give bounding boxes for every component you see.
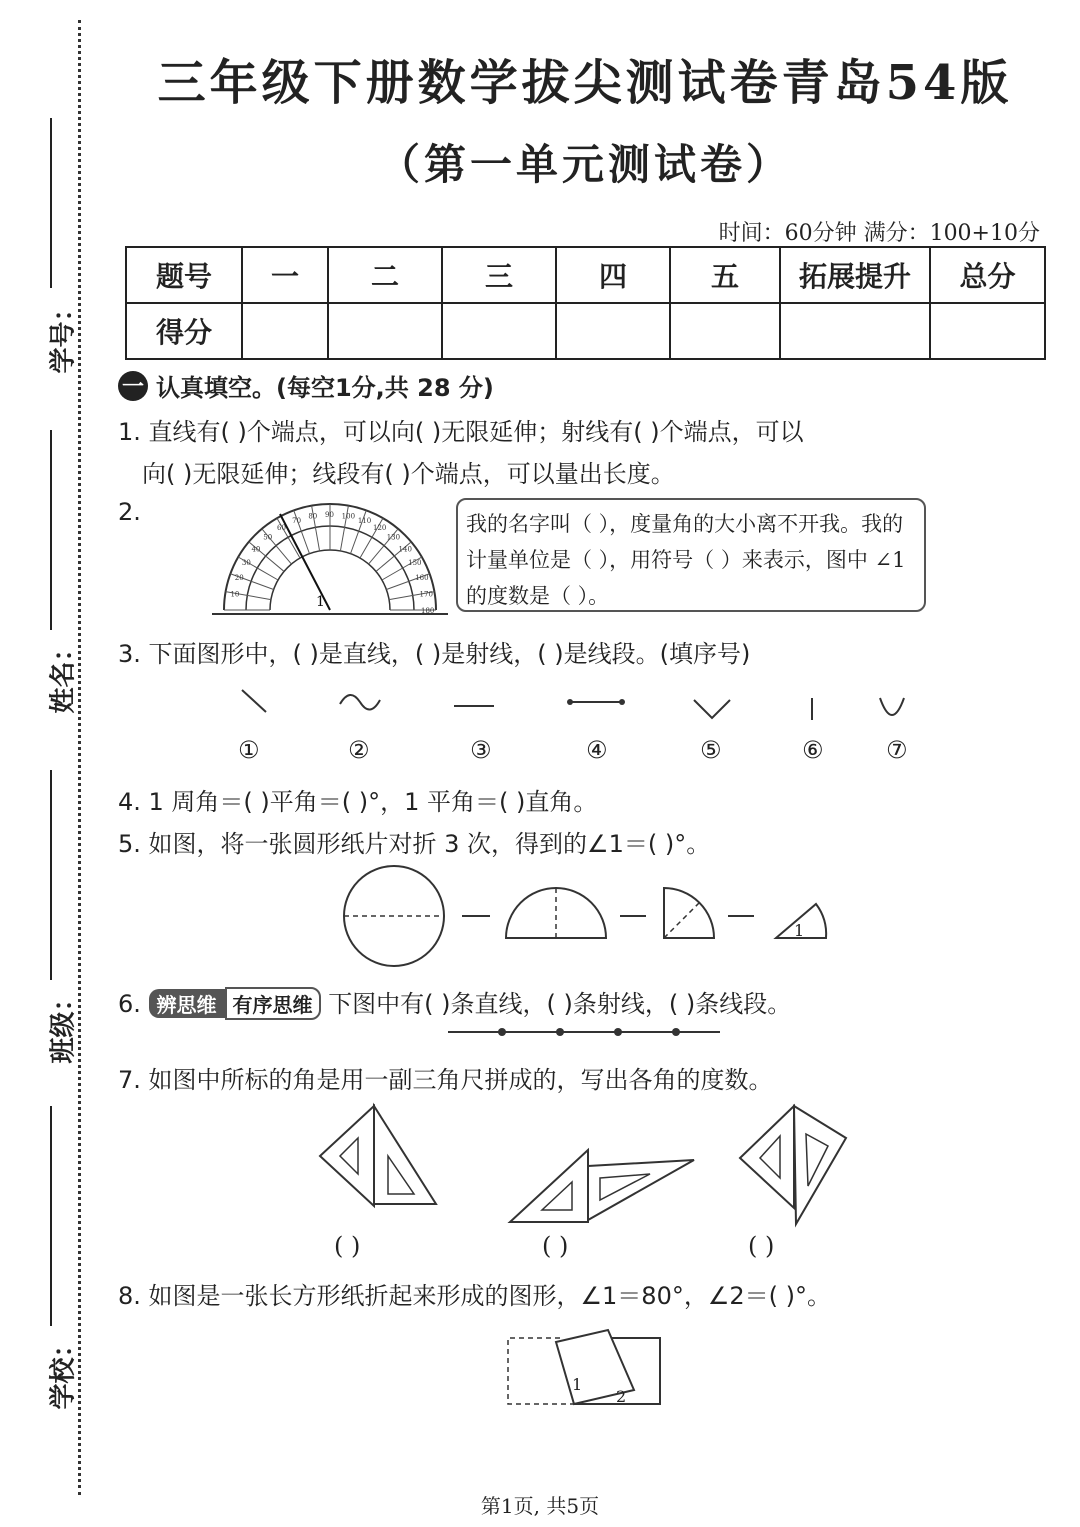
name-label: 姓名： bbox=[48, 635, 79, 714]
protractor-scale-label: 140 bbox=[398, 545, 412, 554]
score-input-cell[interactable] bbox=[556, 303, 670, 359]
score-header-cell: 二 bbox=[328, 247, 442, 303]
score-table-header-row bbox=[126, 247, 1045, 303]
set-square-30-60 bbox=[588, 1160, 694, 1220]
triangle-rulers-figure bbox=[310, 1098, 870, 1232]
protractor-scale-label: 160 bbox=[415, 574, 429, 583]
point bbox=[672, 1028, 680, 1036]
protractor-scale-label: 100 bbox=[341, 512, 356, 521]
question-6-text: 下图中有( )条直线，( )条射线，( )条线段。 bbox=[328, 990, 792, 1018]
section-number-badge: 一 bbox=[118, 371, 148, 401]
set-square-inner bbox=[806, 1134, 828, 1186]
question-6-number: 6. bbox=[118, 990, 141, 1018]
protractor-scale-label: 20 bbox=[234, 574, 244, 583]
protractor-scale-label: 110 bbox=[357, 516, 372, 525]
protractor-inner-arc bbox=[270, 550, 390, 610]
protractor-scale-label: 170 bbox=[419, 590, 433, 599]
folded-paper-figure bbox=[500, 1318, 670, 1410]
score-input-cell[interactable] bbox=[242, 303, 328, 359]
class-line bbox=[50, 770, 52, 980]
score-table bbox=[125, 246, 1046, 360]
figure-1-segment bbox=[242, 690, 266, 712]
protractor-scale-label: 120 bbox=[373, 523, 387, 532]
score-table-score-row bbox=[126, 303, 1045, 359]
set-square-45 bbox=[320, 1106, 374, 1206]
binding-dotted-line bbox=[78, 20, 81, 1495]
half-circle bbox=[506, 888, 606, 938]
protractor-scale-label: 130 bbox=[386, 533, 401, 542]
question-7: 7. 如图中所标的角是用一副三角尺拼成的，写出各角的度数。 bbox=[118, 1066, 773, 1094]
page-footer: 第1页, 共5页 bbox=[480, 1494, 600, 1518]
school-line bbox=[50, 1106, 52, 1326]
protractor-scale-label: 10 bbox=[230, 590, 240, 599]
figure-7-curve bbox=[880, 698, 904, 715]
figure-label-1: ① bbox=[238, 736, 260, 764]
protractor-figure bbox=[210, 494, 450, 620]
figure-label-7: ⑦ bbox=[886, 736, 908, 764]
quarter-fold-line bbox=[664, 902, 700, 938]
score-header-cell: 五 bbox=[670, 247, 780, 303]
point bbox=[556, 1028, 564, 1036]
question-3-figures bbox=[220, 682, 940, 732]
figure-5-angle bbox=[694, 700, 730, 718]
protractor-speech-bubble: 我的名字叫（ ），度量角的大小离不开我。我的计量单位是（ ），用符号（ ）来表示，图中 ∠1 的度数是（ ）。 bbox=[456, 498, 926, 612]
score-header-cell: 一 bbox=[242, 247, 328, 303]
score-header-cell: 题号 bbox=[126, 247, 242, 303]
angle-1-label: 1 bbox=[794, 921, 805, 940]
section-title: 认真填空。(每空1分,共 28 分) bbox=[156, 374, 494, 402]
set-square-30-60 bbox=[374, 1106, 436, 1204]
angle-1-label: 1 bbox=[316, 594, 325, 610]
point bbox=[498, 1028, 506, 1036]
name-line bbox=[50, 430, 52, 630]
answer-paren-2[interactable]: ( ) bbox=[542, 1232, 569, 1260]
question-2-number: 2. bbox=[118, 498, 141, 526]
thinking-type-tag: 有序思维 bbox=[225, 987, 321, 1020]
class-label: 班级： bbox=[48, 985, 79, 1064]
figure-label-3: ③ bbox=[470, 736, 492, 764]
figure-4-endpoint bbox=[567, 699, 573, 705]
set-square-30-60 bbox=[794, 1106, 846, 1224]
set-square-45 bbox=[510, 1150, 588, 1222]
score-input-cell[interactable] bbox=[670, 303, 780, 359]
page-title: 三年级下册数学拔尖测试卷青岛54版 bbox=[157, 55, 1013, 111]
points-on-line-figure bbox=[446, 1020, 726, 1044]
score-header-cell: 四 bbox=[556, 247, 670, 303]
set-square-45 bbox=[740, 1106, 794, 1208]
question-1-line-2: 向( )无限延伸；线段有( )个端点，可以量出长度。 bbox=[142, 460, 675, 488]
protractor-scale-label: 80 bbox=[308, 512, 318, 521]
set-square-inner bbox=[542, 1182, 572, 1210]
score-input-cell[interactable] bbox=[780, 303, 930, 359]
score-input-cell[interactable] bbox=[930, 303, 1045, 359]
figure-label-5: ⑤ bbox=[700, 736, 722, 764]
score-header-cell: 三 bbox=[442, 247, 556, 303]
score-row-label: 得分 bbox=[126, 303, 242, 359]
protractor-scale-label: 40 bbox=[251, 545, 261, 554]
score-input-cell[interactable] bbox=[442, 303, 556, 359]
protractor-scale-label: 30 bbox=[241, 559, 251, 567]
student-id-label: 学号： bbox=[48, 295, 79, 374]
question-5: 5. 如图，将一张圆形纸片对折 3 次，得到的∠1＝( )°。 bbox=[118, 830, 711, 858]
figure-label-2: ② bbox=[348, 736, 370, 764]
thinking-tag: 辨思维 bbox=[149, 989, 225, 1018]
answer-paren-1[interactable]: ( ) bbox=[334, 1232, 361, 1260]
time-info: 时间：60分钟 满分：100+10分 bbox=[718, 221, 1040, 246]
protractor-scale-label: 180 bbox=[421, 607, 435, 615]
angle-2-label: 2 bbox=[616, 1387, 627, 1406]
figure-2-curve bbox=[340, 695, 380, 710]
set-square-inner bbox=[340, 1138, 358, 1174]
question-3: 3. 下面图形中，( )是直线，( )是射线，( )是线段。(填序号) bbox=[118, 640, 751, 668]
protractor-scale-label: 70 bbox=[292, 516, 302, 525]
set-square-inner bbox=[760, 1136, 780, 1178]
figure-label-4: ④ bbox=[586, 736, 608, 764]
protractor-scale-label: 60 bbox=[277, 523, 286, 532]
figure-label-6: ⑥ bbox=[802, 736, 824, 764]
circle-folding-figure bbox=[330, 860, 840, 972]
angle-1-label: 1 bbox=[572, 1375, 583, 1394]
question-4: 4. 1 周角＝( )平角＝( )°，1 平角＝( )直角。 bbox=[118, 788, 598, 816]
protractor-scale-label: 90 bbox=[325, 511, 334, 519]
school-label: 学校： bbox=[48, 1331, 79, 1410]
page-subtitle: （第一单元测试卷） bbox=[377, 140, 792, 189]
figure-4-endpoint bbox=[619, 699, 625, 705]
question-1-line-1: 1. 直线有( )个端点，可以向( )无限延伸；射线有( )个端点，可以 bbox=[118, 418, 804, 446]
question-8: 8. 如图是一张长方形纸折起来形成的图形，∠1＝80°，∠2＝( )°。 bbox=[118, 1282, 831, 1310]
score-header-cell: 总分 bbox=[930, 247, 1045, 303]
question-6 bbox=[118, 984, 791, 1020]
protractor-rays bbox=[224, 504, 436, 615]
protractor-scale-label: 50 bbox=[263, 533, 273, 542]
section-header bbox=[118, 368, 494, 403]
set-square-inner bbox=[600, 1174, 650, 1200]
point bbox=[614, 1028, 622, 1036]
answer-paren-3[interactable]: ( ) bbox=[748, 1232, 775, 1260]
score-header-cell: 拓展提升 bbox=[780, 247, 930, 303]
protractor-scale-label: 150 bbox=[408, 559, 422, 567]
score-input-cell[interactable] bbox=[328, 303, 442, 359]
